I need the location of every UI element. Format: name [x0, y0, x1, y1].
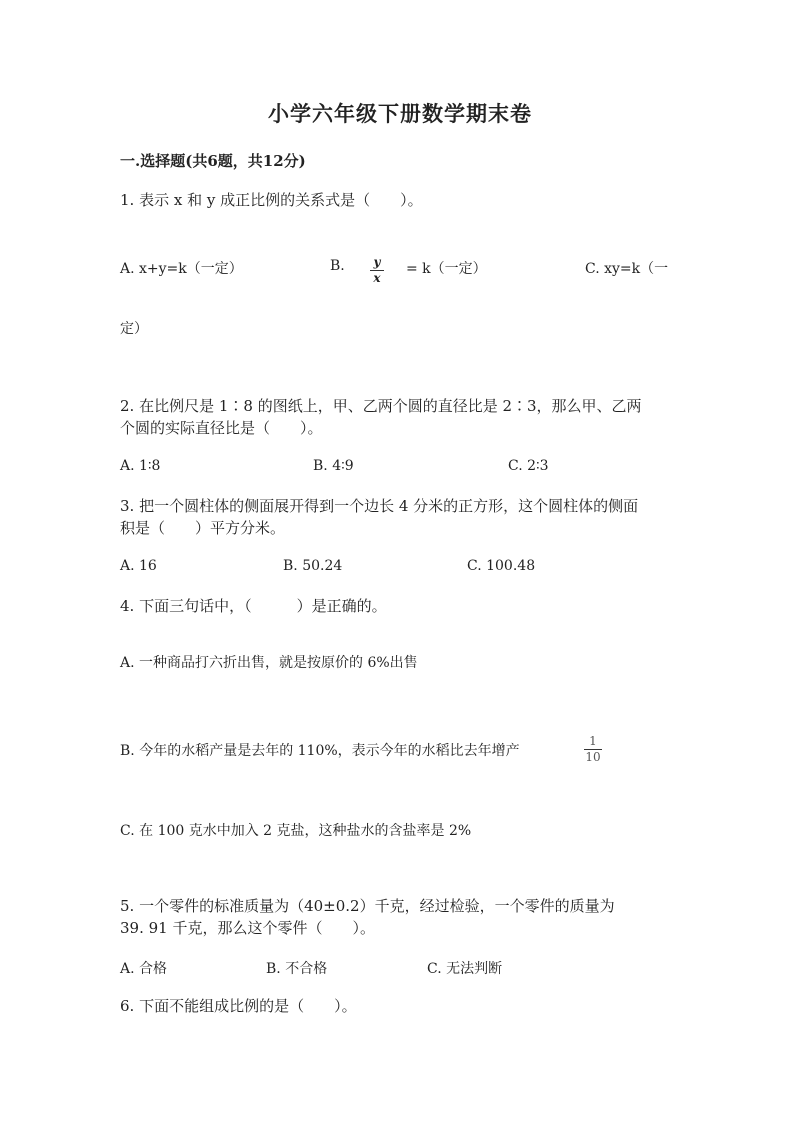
question-1-stem: 1. 表示 x 和 y 成正比例的关系式是（ ）。: [120, 191, 423, 209]
question-4-stem: 4. 下面三句话中，（ ）是正确的。: [120, 597, 387, 615]
question-1-option-a: A. x+y=k（一定）: [120, 261, 243, 277]
question-1-option-b-rest: = k（一定）: [406, 261, 487, 277]
question-2-option-c: C. 2∶3: [508, 458, 549, 474]
question-1-option-c: C. xy=k（一: [585, 261, 669, 277]
question-2-stem-line2: 个圆的实际直径比是（ ）。: [120, 419, 323, 437]
question-1-option-c-continued: 定）: [120, 321, 148, 337]
page-title: 小学六年级下册数学期末卷: [268, 101, 532, 126]
question-5-option-a: A. 合格: [120, 961, 168, 977]
fraction-denominator: 10: [585, 750, 601, 764]
fraction-numerator: 1: [589, 734, 597, 748]
question-2-option-b: B. 4∶9: [313, 458, 354, 474]
question-3-option-c: C. 100.48: [467, 558, 536, 574]
question-5-option-c: C. 无法判断: [427, 961, 503, 977]
question-4-option-b: B. 今年的水稻产量是去年的 110%，表示今年的水稻比去年增产: [120, 743, 520, 759]
question-3-stem-line2: 积是（ ）平方分米。: [120, 519, 286, 537]
question-4-option-a: A. 一种商品打六折出售，就是按原价的 6%出售: [120, 655, 418, 671]
question-3-stem-line1: 3. 把一个圆柱体的侧面展开得到一个边长 4 分米的正方形，这个圆柱体的侧面: [120, 497, 639, 515]
question-1-option-b-label: B.: [330, 258, 345, 274]
question-5-stem-line1: 5. 一个零件的标准质量为（40±0.2）千克，经过检验，一个零件的质量为: [120, 897, 615, 915]
question-4-option-b-fraction: [584, 735, 602, 764]
question-5-stem-line2: 39. 91 千克，那么这个零件（ ）。: [120, 919, 375, 937]
question-2-option-a: A. 1∶8: [120, 458, 161, 474]
question-3-option-b: B. 50.24: [283, 558, 343, 574]
question-6-stem: 6. 下面不能组成比例的是（ ）。: [120, 997, 357, 1015]
section-heading: 一.选择题(共6题，共12分): [120, 152, 306, 170]
question-5-option-b: B. 不合格: [266, 961, 328, 977]
question-1-option-b-fraction: [370, 256, 384, 285]
question-2-stem-line1: 2. 在比例尺是 1∶8 的图纸上，甲、乙两个圆的直径比是 2∶3，那么甲、乙两: [120, 397, 642, 415]
question-3-option-a: A. 16: [120, 558, 157, 574]
question-4-option-c: C. 在 100 克水中加入 2 克盐，这种盐水的含盐率是 2%: [120, 823, 472, 839]
fraction-numerator: y: [373, 255, 381, 269]
fraction-denominator: x: [373, 271, 381, 285]
